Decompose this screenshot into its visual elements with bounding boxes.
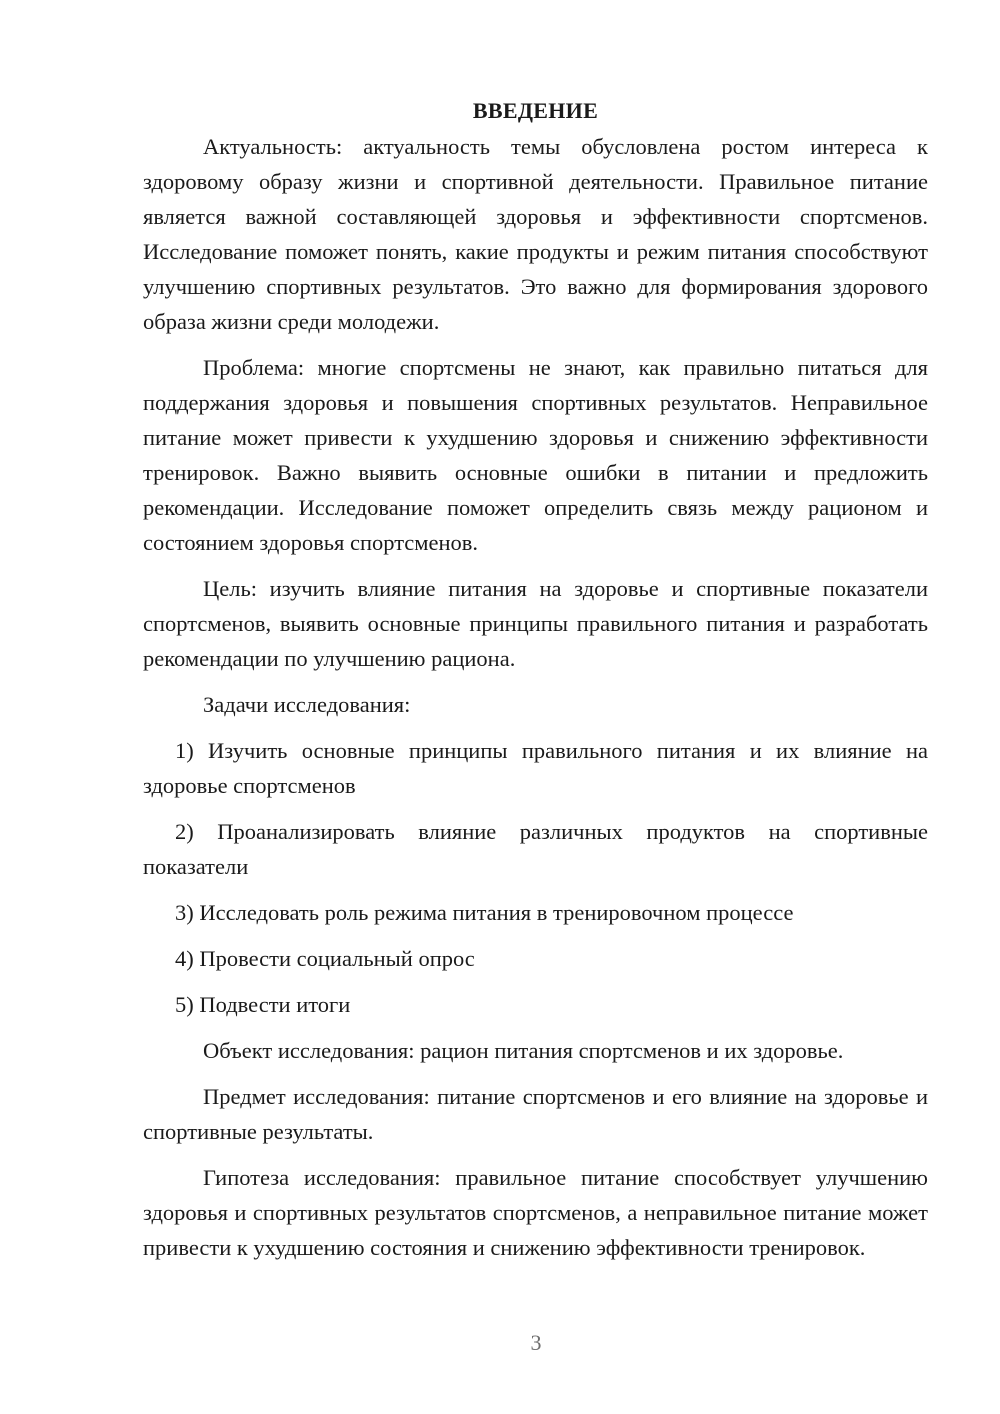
- paragraph-goal: Цель: изучить влияние питания на здоровье и спортивные показатели спортсменов, выявить основные принципы правильного питания и разработать рекомендации по улучшению рациона.: [143, 576, 928, 671]
- section-title: ВВЕДЕНИЕ: [472, 98, 599, 123]
- task-item-3: 3) Исследовать роль режима питания в тренировочном процессе: [175, 900, 794, 925]
- document-page: [143, 93, 928, 1276]
- paragraph-tasks-heading: Задачи исследования:: [203, 692, 411, 717]
- task-item-2: 2) Проанализировать влияние различных продуктов на спортивные показатели: [143, 819, 928, 879]
- page-number: 3: [530, 1330, 542, 1355]
- task-item-1: 1) Изучить основные принципы правильного питания и их влияние на здоровье спортсменов: [143, 738, 928, 798]
- paragraph-relevance: Актуальность: актуальность темы обусловлена ростом интереса к здоровому образу жизни и спортивной деятельности. Правильное питание является важной составляющей здоровья и эффективности спортсменов. Исследование поможет понять, какие продукты и режим питания способствуют улучшению спортивных результатов. Это важно для формирования здорового образа жизни среди молодежи.: [143, 134, 928, 334]
- task-item-5: 5) Подвести итоги: [175, 992, 351, 1017]
- paragraph-subject: Предмет исследования: питание спортсменов и его влияние на здоровье и спортивные результаты.: [143, 1084, 928, 1144]
- paragraph-object: Объект исследования: рацион питания спортсменов и их здоровье.: [203, 1038, 844, 1063]
- paragraph-hypothesis: Гипотеза исследования: правильное питание способствует улучшению здоровья и спортивных результатов спортсменов, а неправильное питание может привести к ухудшению состояния и снижению эффективности тренировок.: [143, 1165, 928, 1260]
- paragraph-problem: Проблема: многие спортсмены не знают, как правильно питаться для поддержания здоровья и повышения спортивных результатов. Неправильное питание может привести к ухудшению здоровья и снижению эффективности тренировок. Важно выявить основные ошибки в питании и предложить рекомендации. Исследование поможет определить связь между рационом и состоянием здоровья спортсменов.: [143, 355, 928, 555]
- task-item-4: 4) Провести социальный опрос: [175, 946, 475, 971]
